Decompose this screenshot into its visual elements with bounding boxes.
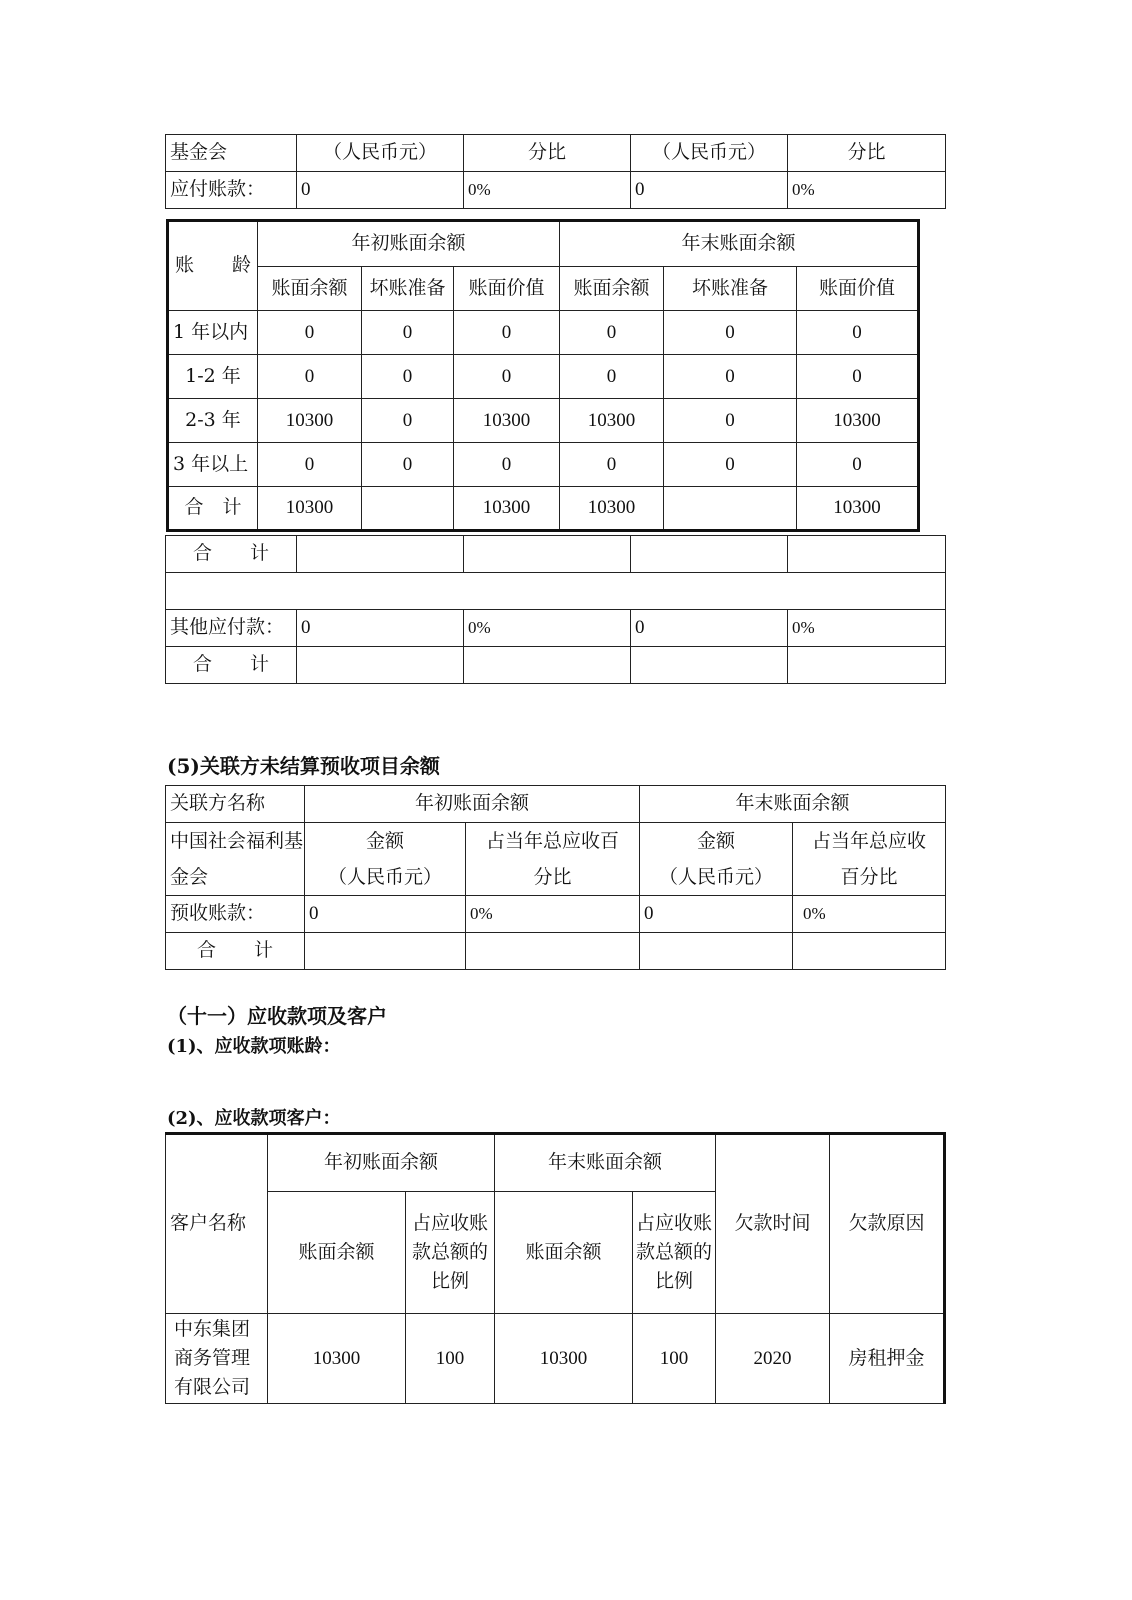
customer-name-header: 客户名称 [166, 1134, 268, 1314]
prepaid-group-end: 年末账面余额 [640, 786, 946, 823]
aging-cell: 0 [258, 311, 362, 355]
aging-cell: 0 [560, 355, 664, 399]
prepaid-pct-1: 0% [466, 896, 640, 933]
aging-cell: 0 [362, 311, 454, 355]
aging-sub-header: 坏账准备 [362, 267, 454, 311]
aging-sub-header: 账面余额 [258, 267, 362, 311]
pct-header-2: 占当年总应收百分比 [793, 823, 946, 896]
table-row [168, 311, 919, 355]
customer-debt-time: 2020 [716, 1314, 830, 1404]
aging-cell: 10300 [258, 399, 362, 443]
section11-sub2: (2)、应收款项客户： [167, 1108, 341, 1129]
table-row [168, 355, 919, 399]
aging-cell: 0 [664, 355, 797, 399]
aging-cell: 0 [664, 399, 797, 443]
party-name-header: 关联方名称 [166, 786, 305, 823]
other-payable-pct-2: 0% [788, 610, 946, 647]
aging-row-label: 3 年以上 [168, 443, 258, 487]
aging-cell: 0 [362, 355, 454, 399]
aging-cell: 0 [454, 311, 560, 355]
debt-reason-header: 欠款原因 [830, 1134, 945, 1314]
balance-header-2: 账面余额 [495, 1192, 633, 1314]
customer-ratio-1: 100 [406, 1314, 495, 1404]
amount-label-1: 金额 [365, 830, 404, 852]
customer-ratio-2: 100 [633, 1314, 716, 1404]
other-payable-value-2: 0 [631, 610, 788, 647]
other-payable-pct-1: 0% [464, 610, 631, 647]
aging-row-label: 1 年以内 [168, 311, 258, 355]
aging-column-header: 账 龄 [168, 221, 258, 311]
amount-header-2 [640, 823, 793, 896]
aging-cell: 10300 [797, 487, 919, 531]
aging-cell: 10300 [258, 487, 362, 531]
balance-header-1: 账面余额 [268, 1192, 406, 1314]
header-unit-1: （人民币元） [297, 135, 464, 172]
payable-total-label: 合 计 [166, 536, 297, 573]
aging-sub-header: 账面价值 [454, 267, 560, 311]
customer-table [165, 1132, 946, 1404]
header-pct-2: 分比 [788, 135, 946, 172]
customer-balance-2: 10300 [495, 1314, 633, 1404]
aging-cell: 0 [797, 311, 919, 355]
aging-cell: 0 [797, 443, 919, 487]
payable-value-1: 0 [297, 172, 464, 209]
aging-cell: 10300 [797, 399, 919, 443]
header-foundation: 基金会 [166, 135, 297, 172]
other-payable-value-1: 0 [297, 610, 464, 647]
aging-cell: 10300 [560, 487, 664, 531]
amount-header-1 [305, 823, 466, 896]
blank-row [166, 573, 946, 610]
customer-balance-1: 10300 [268, 1314, 406, 1404]
payable-pct-1: 0% [464, 172, 631, 209]
prepaid-total-label: 合 计 [166, 933, 305, 970]
aging-cell: 0 [560, 443, 664, 487]
customer-debt-reason: 房租押金 [830, 1314, 945, 1404]
aging-cell: 0 [664, 311, 797, 355]
aging-group-begin: 年初账面余额 [258, 221, 560, 267]
prepaid-value-2: 0 [640, 896, 793, 933]
prepaid-value-1: 0 [305, 896, 466, 933]
aging-cell [664, 487, 797, 531]
section11-title: （十一）应收款项及客户 [167, 1004, 387, 1028]
aging-cell: 0 [362, 443, 454, 487]
aging-cell: 0 [454, 443, 560, 487]
payable-total-label-2: 合 计 [166, 647, 297, 684]
aging-cell: 0 [797, 355, 919, 399]
customer-group-begin: 年初账面余额 [268, 1134, 495, 1192]
aging-cell: 0 [454, 355, 560, 399]
party-name: 中国社会福利基金会 [166, 823, 305, 896]
prepaid-pct-2: 0% [793, 896, 946, 933]
aging-cell: 0 [362, 399, 454, 443]
aging-sub-header: 账面余额 [560, 267, 664, 311]
aging-cell [362, 487, 454, 531]
table-row [168, 487, 919, 531]
aging-table [166, 219, 920, 532]
aging-sub-header: 账面价值 [797, 267, 919, 311]
other-payable-label: 其他应付款： [166, 610, 297, 647]
aging-group-end: 年末账面余额 [560, 221, 919, 267]
section5-title: (5)关联方未结算预收项目余额 [167, 754, 440, 778]
header-unit-2: （人民币元） [631, 135, 788, 172]
aging-cell: 0 [258, 443, 362, 487]
payable-pct-2: 0% [788, 172, 946, 209]
payable-table [165, 134, 946, 209]
aging-cell: 0 [258, 355, 362, 399]
aging-row-label: 1-2 年 [168, 355, 258, 399]
payable-value-2: 0 [631, 172, 788, 209]
table-row [168, 443, 919, 487]
section11-sub1: (1)、应收款项账龄： [167, 1036, 341, 1057]
aging-total-label: 合 计 [168, 487, 258, 531]
amount-label-2: 金额 [697, 830, 736, 852]
table-row [166, 1314, 945, 1404]
prepaid-group-begin: 年初账面余额 [305, 786, 640, 823]
customer-name: 中东集团商务管理有限公司 [166, 1314, 268, 1404]
aging-sub-header: 坏账准备 [664, 267, 797, 311]
payable-tail-table [165, 535, 946, 684]
accounts-payable-label: 应付账款： [166, 172, 297, 209]
unit-label-2: （人民币元） [659, 866, 774, 888]
aging-cell: 10300 [454, 487, 560, 531]
prepaid-label: 预收账款： [166, 896, 305, 933]
table-row [168, 399, 919, 443]
header-pct-1: 分比 [464, 135, 631, 172]
ratio-header-1: 占应收账款总额的比例 [406, 1192, 495, 1314]
customer-group-end: 年末账面余额 [495, 1134, 716, 1192]
aging-cell: 10300 [454, 399, 560, 443]
aging-row-label: 2-3 年 [168, 399, 258, 443]
prepaid-table [165, 785, 946, 970]
ratio-header-2: 占应收账款总额的比例 [633, 1192, 716, 1314]
unit-label-1: （人民币元） [327, 866, 442, 888]
aging-cell: 0 [664, 443, 797, 487]
debt-time-header: 欠款时间 [716, 1134, 830, 1314]
aging-cell: 10300 [560, 399, 664, 443]
aging-cell: 0 [560, 311, 664, 355]
pct-header-1: 占当年总应收百分比 [466, 823, 640, 896]
